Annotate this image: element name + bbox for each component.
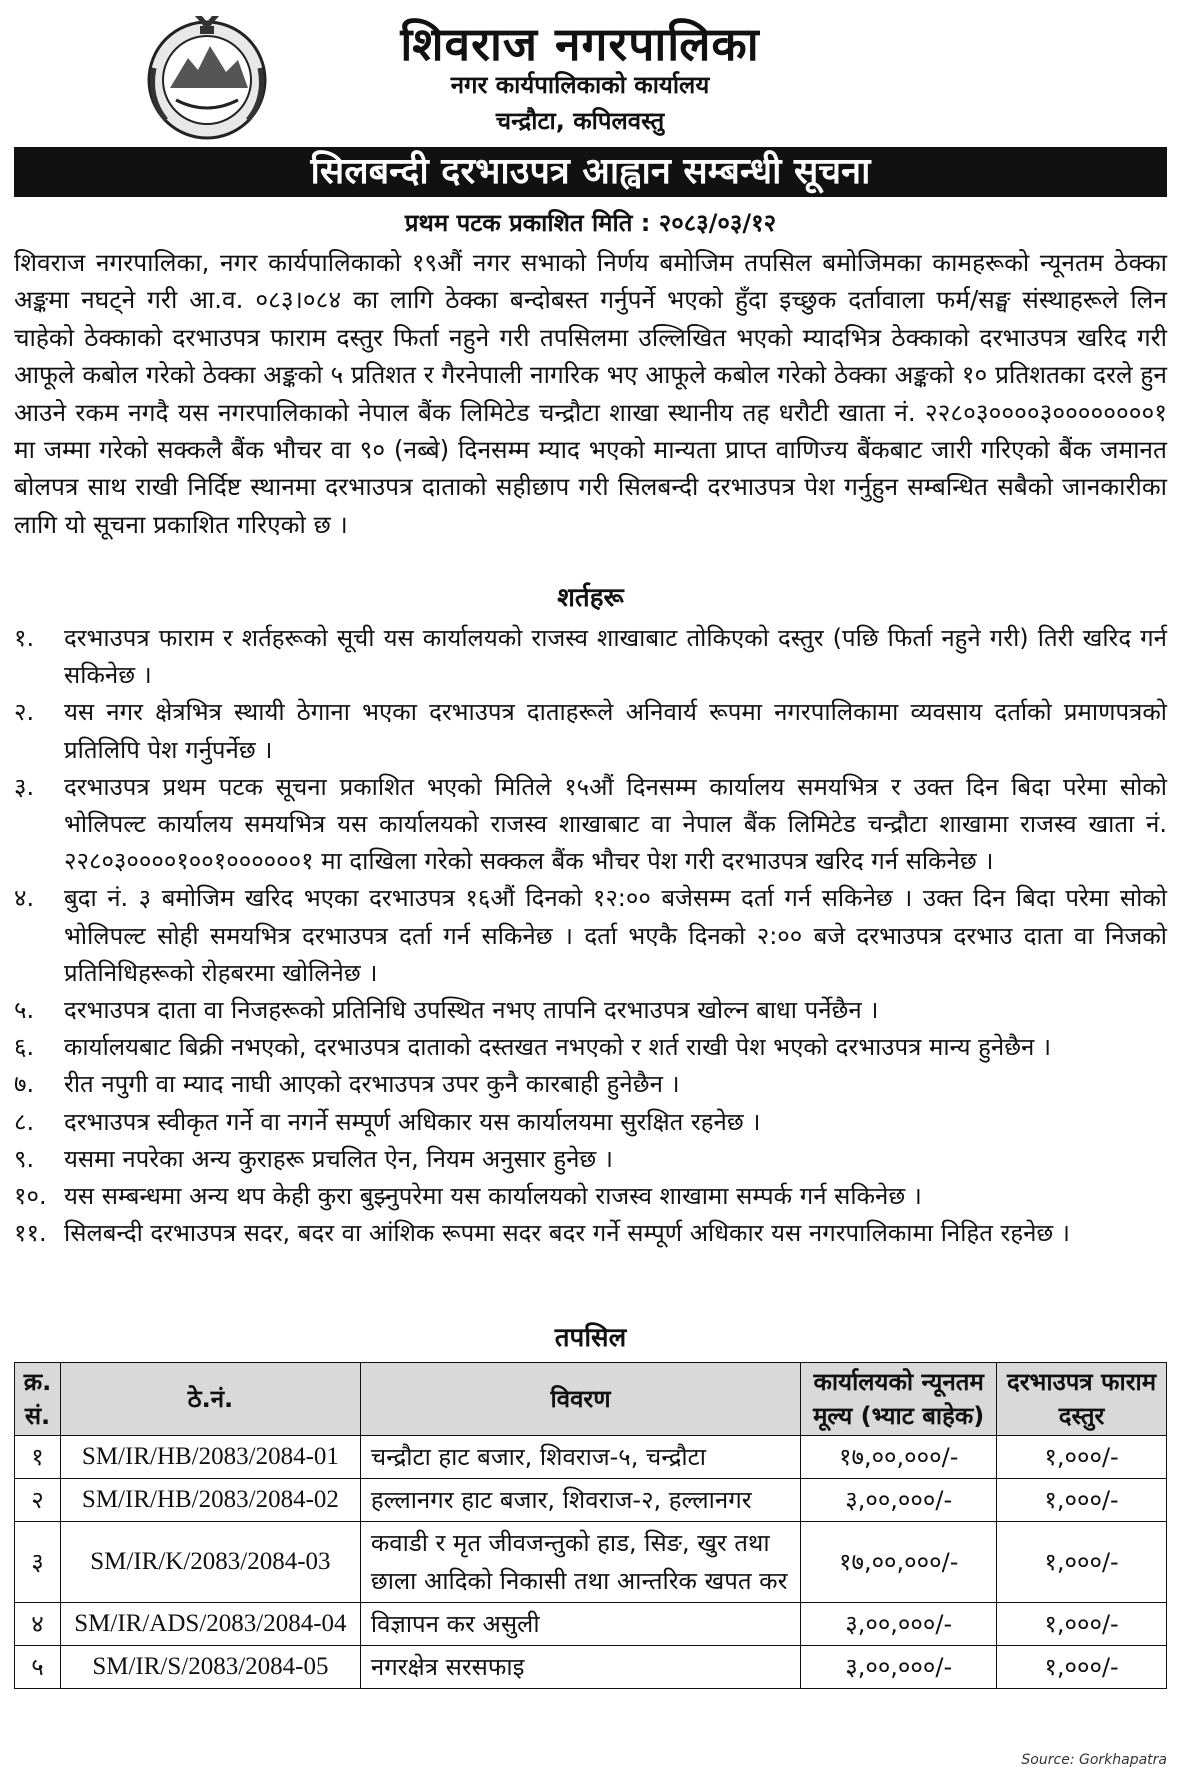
office-name: नगर कार्यपालिकाको कार्यालय	[450, 71, 710, 99]
condition-item: ३. दरभाउपत्र प्रथम पटक सूचना प्रकाशित भएको मितिले १५औं दिनसम्म कार्यालय समयभित्र र उक्त दिन बिदा परेमा सोको भोलिपल्ट कार्यालय समयभित्र यस कार्यालयको राजस्व शाखाबाट वा नेपाल बैंक लिमिटेड चन्द्रौटा शाखामा राजस्व खाता नं. २२८०३००००१००१००००००१ मा दाखिला गरेको सक्कल बैंक भौचर पेश गरी दरभाउपत्र खरिद गर्न सकिनेछ ।	[14, 772, 1167, 876]
conditions-list	[14, 620, 1167, 1252]
condition-item: २. यस नगर क्षेत्रभित्र स्थायी ठेगाना भएका दरभाउपत्र दाताहरूले अनिवार्य रूपमा नगरपालिकामा व्यवसाय दर्ताको प्रमाणपत्रको प्रतिलिपि पेश गर्नुपर्नेछ ।	[14, 698, 1167, 764]
table-row: ४ SM/IR/ADS/2083/2084-04 विज्ञापन कर असुली ३,००,०००/- १,०००/-	[15, 1603, 1167, 1646]
publication-date: प्रथम पटक प्रकाशित मिति : २०८३/०३/१२	[404, 209, 777, 237]
condition-item: १०. यस सम्बन्धमा अन्य थप केही कुरा बुझ्नुपरेमा यस कार्यालयको राजस्व शाखामा सम्पर्क गर्न सकिनेछ ।	[14, 1182, 922, 1211]
condition-item: ११. सिलबन्दी दरभाउपत्र सदर, बदर वा आंशिक रूपमा सदर बदर गर्ने सम्पूर्ण अधिकार यस नगरपालिकामा निहित रहनेछ ।	[14, 1219, 1070, 1248]
table-header-row	[15, 1363, 1167, 1436]
col-header-min-price: कार्यालयको न्यूनतम मूल्य (भ्याट बाहेक)	[801, 1363, 997, 1436]
government-emblem-icon	[140, 8, 275, 143]
condition-item: ९. यसमा नपरेका अन्य कुराहरू प्रचलित ऐन, नियम अनुसार हुनेछ ।	[14, 1144, 613, 1173]
schedule-heading: तपसिल	[554, 1323, 627, 1353]
municipality-title: शिवराज नगरपालिका	[400, 17, 760, 71]
condition-item: १. दरभाउपत्र फाराम र शर्तहरूको सूची यस कार्यालयको राजस्व शाखाबाट तोकिएको दस्तुर (पछि फिर्ता नहुने गरी) तिरी खरिद गर्न सकिनेछ ।	[14, 624, 1167, 690]
office-address: चन्द्रौटा, कपिलवस्तु	[495, 107, 665, 135]
col-header-sn: क्र. सं.	[15, 1363, 61, 1436]
schedule-table	[14, 1362, 1167, 1689]
col-header-contract-no: ठे.नं.	[60, 1363, 360, 1436]
source-credit: Source: Gorkhapatra	[1021, 1752, 1167, 1768]
condition-item: ५. दरभाउपत्र दाता वा निजहरूको प्रतिनिधि उपस्थित नभए तापनि दरभाउपत्र खोल्न बाधा पर्नेछैन ।	[14, 996, 879, 1025]
table-row: २ SM/IR/HB/2083/2084-02 हल्लानगर हाट बजार, शिवराज-२, हल्लानगर ३,००,०००/- १,०००/-	[15, 1479, 1167, 1522]
col-header-form-fee: दरभाउपत्र फाराम दस्तुर	[997, 1363, 1167, 1436]
intro-paragraph: शिवराज नगरपालिका, नगर कार्यपालिकाको १९औं नगर सभाको निर्णय बमोजिम तपसिल बमोजिमका कामहरूको न्यूनतम ठेक्का अङ्कमा नघट्ने गरी आ.व. ०८३।०८४ का लागि ठेक्का बन्दोबस्त गर्नुपर्ने भएको हुँदा इच्छुक दर्तावाला फर्म/सङ्घ संस्थाहरूले लिन चाहेको ठेक्काको दरभाउपत्र फाराम दस्तुर फिर्ता नहुने गरी तपसिलमा उल्लिखित भएको म्यादभित्र ठेक्काको दरभाउपत्र खरिद गरी आफूले कबोल गरेको ठेक्का अङ्कको ५ प्रतिशत र गैरनेपाली नागरिक भए आफूले कबोल गरेको ठेक्का अङ्कको १० प्रतिशतका दरले हुन आउने रकम नगदै यस नगरपालिकाको नेपाल बैंक लिमिटेड चन्द्रौटा शाखा स्थानीय तह धरौटी खाता नं. २२८०३००००३००००००००१ मा जम्मा गरेको सक्कलै बैंक भौचर वा ९० (नब्बे) दिनसम्म म्याद भएको मान्यता प्राप्त वाणिज्य बैंकबाट जारी गरिएको बैंक जमानत बोलपत्र साथ राखी निर्दिष्ट स्थानमा दरभाउपत्र दाताको सहीछाप गरी सिलबन्दी दरभाउपत्र पेश गर्नुहुन सम्बन्धित सबैको जानकारीका लागि यो सूचना प्रकाशित गरिएको छ ।	[14, 248, 1167, 539]
condition-item: ४. बुदा नं. ३ बमोजिम खरिद भएका दरभाउपत्र १६औं दिनको १२:०० बजेसम्म दर्ता गर्न सकिनेछ । उक्त दिन बिदा परेमा सोको भोलिपल्ट सोही समयभित्र दरभाउपत्र दर्ता गर्न सकिनेछ । दर्ता भएकै दिनको २:०० बजे दरभाउपत्र दरभाउ दाता वा निजको प्रतिनिधिहरूको रोहबरमा खोलिनेछ ।	[14, 884, 1167, 987]
table-row: १ SM/IR/HB/2083/2084-01 चन्द्रौटा हाट बजार, शिवराज-५, चन्द्रौटा १७,००,०००/- १,०००/-	[15, 1436, 1167, 1479]
col-header-description: विवरण	[360, 1363, 800, 1436]
table-row: ५ SM/IR/S/2083/2084-05 नगरक्षेत्र सरसफाइ ३,००,०००/- १,०००/-	[15, 1646, 1167, 1689]
condition-item: ६. कार्यालयबाट बिक्री नभएको, दरभाउपत्र दाताको दस्तखत नभएको र शर्त राखी पेश भएको दरभाउपत्र मान्य हुनेछैन ।	[14, 1033, 1052, 1062]
condition-item: ७. रीत नपुगी वा म्याद नाघी आएको दरभाउपत्र उपर कुनै कारबाही हुनेछैन ।	[14, 1070, 680, 1099]
table-row: ३ SM/IR/K/2083/2084-03 कवाडी र मृत जीवजन्तुको हाड, सिङ, खुर तथा छाला आदिको निकासी तथा आन्तरिक खपत कर १७,००,०००/- १,०००/-	[15, 1522, 1167, 1603]
condition-item: ८. दरभाउपत्र स्वीकृत गर्ने वा नगर्ने सम्पूर्ण अधिकार यस कार्यालयमा सुरक्षित रहनेछ ।	[14, 1107, 761, 1136]
notice-banner: सिलबन्दी दरभाउपत्र आह्वान सम्बन्धी सूचना	[14, 147, 1167, 197]
conditions-heading: शर्तहरू	[557, 583, 624, 613]
